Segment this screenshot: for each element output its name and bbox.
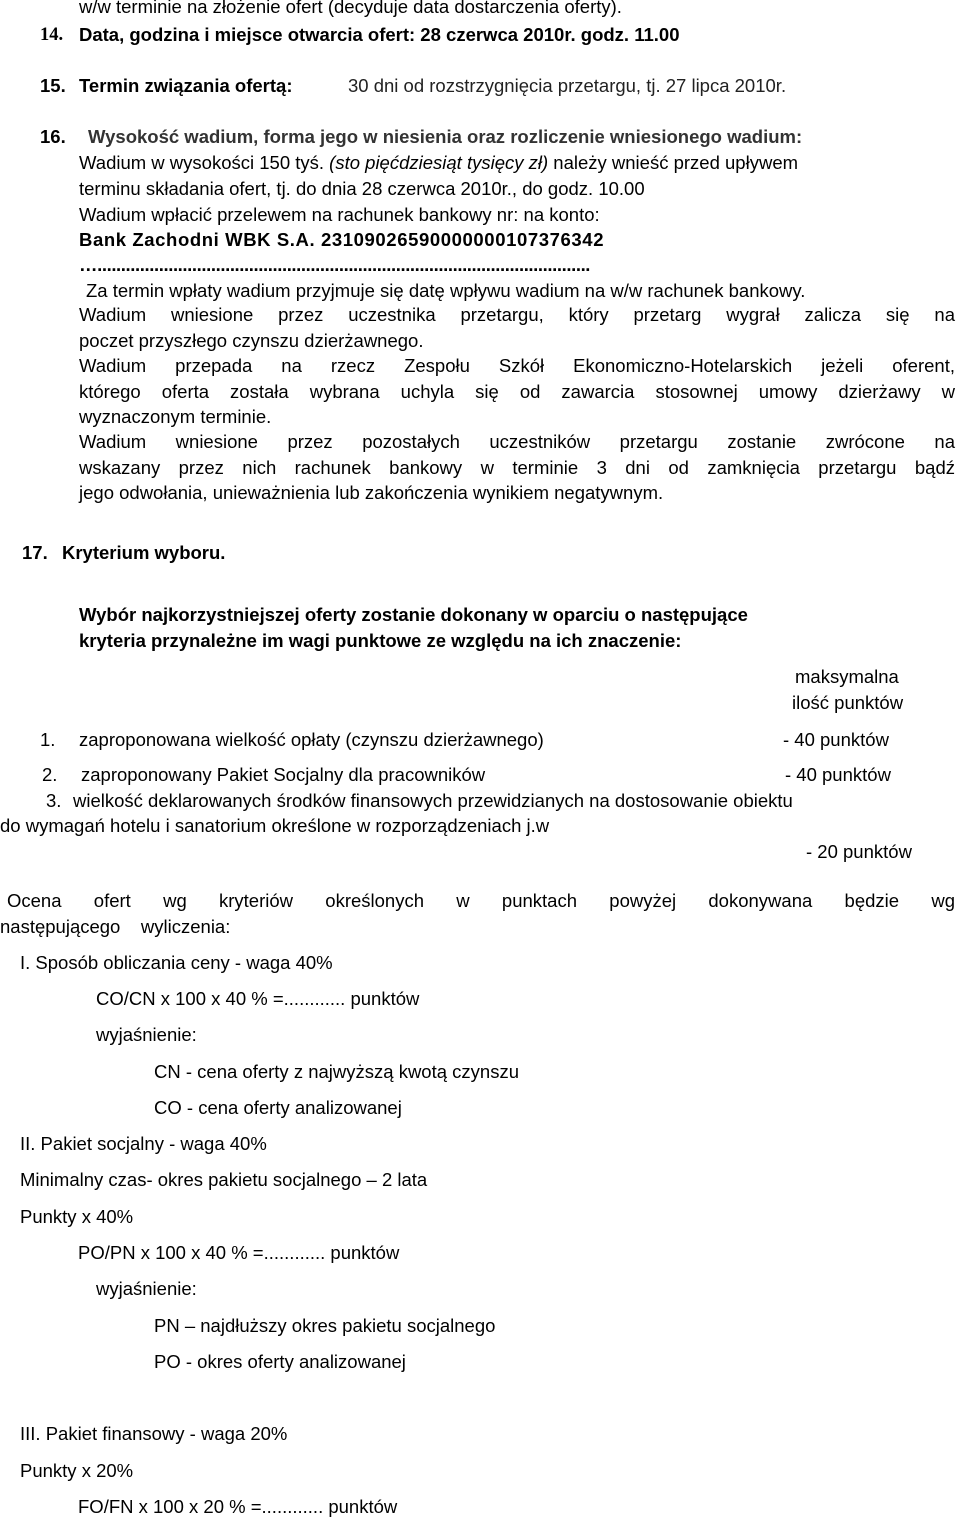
max-points-header: ilość punktów <box>792 692 904 713</box>
dots-line: …........................................................................................................ <box>79 254 591 275</box>
criterion-points: - 40 punktów <box>783 729 889 750</box>
text-line: Wadium przepada na rzecz Zespołu Szkół Ekonomiczno-Hotelarskich jeżeli oferent, <box>79 355 955 376</box>
max-points-header: maksymalna <box>795 666 899 687</box>
text-line: terminu składania ofert, tj. do dnia 28 czerwca 2010r., do godz. 10.00 <box>79 178 645 199</box>
text-line: Wadium wniesione przez uczestnika przetargu, który przetarg wygrał zalicza się na <box>79 304 955 325</box>
section-number: 15. <box>40 75 66 96</box>
text-line: Punkty x 20% <box>20 1460 134 1481</box>
explanation-item: PN – najdłuższy okres pakietu socjalnego <box>154 1315 496 1336</box>
method-title: II. Pakiet socjalny - waga 40% <box>20 1133 267 1154</box>
text-line: Ocena ofert wg kryteriów określonych w punktach powyżej dokonywana będzie wg <box>7 890 955 911</box>
criterion-number: 2. <box>42 764 58 785</box>
section-number: 17. <box>22 542 48 563</box>
section-number: 16. <box>40 126 66 147</box>
text-line: którego oferta została wybrana uchyla się od zawarcia stosownej umowy dzierżawy w <box>79 381 955 402</box>
text-line: Wadium wpłacić przelewem na rachunek bankowy nr: na konto: <box>79 204 600 225</box>
text-line: wyznaczonym terminie. <box>79 406 272 427</box>
formula: PO/PN x 100 x 40 % =............ punktów <box>78 1242 400 1263</box>
criterion-number: 1. <box>40 729 56 750</box>
criteria-intro: kryteria przynależne im wagi punktowe ze względu na ich znaczenie: <box>79 630 682 651</box>
section-15-text: 30 dni od rozstrzygnięcia przetargu, tj. 27 lipca 2010r. <box>348 75 787 96</box>
wadium-amount: Wadium w wysokości 150 tyś. <box>79 152 325 173</box>
text-line: w/w terminie na złożenie ofert (decyduje data dostarczenia oferty). <box>79 0 622 17</box>
section-16-title: Wysokość wadium, forma jego w niesienia oraz rozliczenie wniesionego wadium: <box>88 126 803 147</box>
criterion-number: 3. <box>46 790 62 811</box>
text-line: wskazany przez nich rachunek bankowy w terminie 3 dni od zamknięcia przetargu bądź <box>79 457 955 478</box>
criterion-label: zaproponowany Pakiet Socjalny dla pracowników <box>81 764 486 785</box>
explanation-item: PO - okres oferty analizowanej <box>154 1351 406 1372</box>
formula: CO/CN x 100 x 40 % =............ punktów <box>96 988 420 1009</box>
wadium-amount-words: (sto pięćdziesiąt tysięcy zł) <box>329 152 549 173</box>
text-line: poczet przyszłego czynszu dzierżawnego. <box>79 330 424 351</box>
criterion-points: - 20 punktów <box>806 841 912 862</box>
text-line: Za termin wpłaty wadium przyjmuje się datę wpływu wadium na w/w rachunek bankowy. <box>86 280 806 301</box>
method-title: I. Sposób obliczania ceny - waga 40% <box>20 952 333 973</box>
criterion-points: - 40 punktów <box>785 764 891 785</box>
explanation-item: CO - cena oferty analizowanej <box>154 1097 402 1118</box>
criterion-label: do wymagań hotelu i sanatorium określone w rozporządzeniach j.w <box>0 815 550 836</box>
wadium-amount-line <box>79 150 798 176</box>
text-line: Punkty x 40% <box>20 1206 134 1227</box>
text-line: następującego wyliczenia: <box>0 916 231 937</box>
wadium-deadline-lead: należy wnieść przed upływem <box>553 152 799 173</box>
criterion-label: zaproponowana wielkość opłaty (czynszu dzierżawnego) <box>79 729 544 750</box>
text-line: jego odwołania, unieważnienia lub zakończenia wynikiem negatywnym. <box>79 482 664 503</box>
method-title: III. Pakiet finansowy - waga 20% <box>20 1423 288 1444</box>
formula: FO/FN x 100 x 20 % =............ punktów <box>78 1496 398 1517</box>
explanation-label: wyjaśnienie: <box>96 1278 197 1299</box>
section-17-title: Kryterium wyboru. <box>62 542 226 563</box>
text-line: Wadium wniesione przez pozostałych uczestników przetargu zostanie zwrócone na <box>79 431 955 452</box>
criteria-intro: Wybór najkorzystniejszej oferty zostanie dokonany w oparciu o następujące <box>79 604 748 625</box>
text-line: Minimalny czas- okres pakietu socjalnego – 2 lata <box>20 1169 428 1190</box>
explanation-label: wyjaśnienie: <box>96 1024 197 1045</box>
explanation-item: CN - cena oferty z najwyższą kwotą czynszu <box>154 1061 519 1082</box>
section-number: 14. <box>40 25 64 45</box>
section-14-text: Data, godzina i miejsce otwarcia ofert: 28 czerwca 2010r. godz. 11.00 <box>79 24 680 45</box>
bank-account: Bank Zachodni WBK S.A. 23109026590000000107376342 <box>79 229 605 250</box>
section-15-label: Termin związania ofertą: <box>79 75 293 96</box>
criterion-label: wielkość deklarowanych środków finansowych przewidzianych na dostosowanie obiektu <box>73 790 793 811</box>
